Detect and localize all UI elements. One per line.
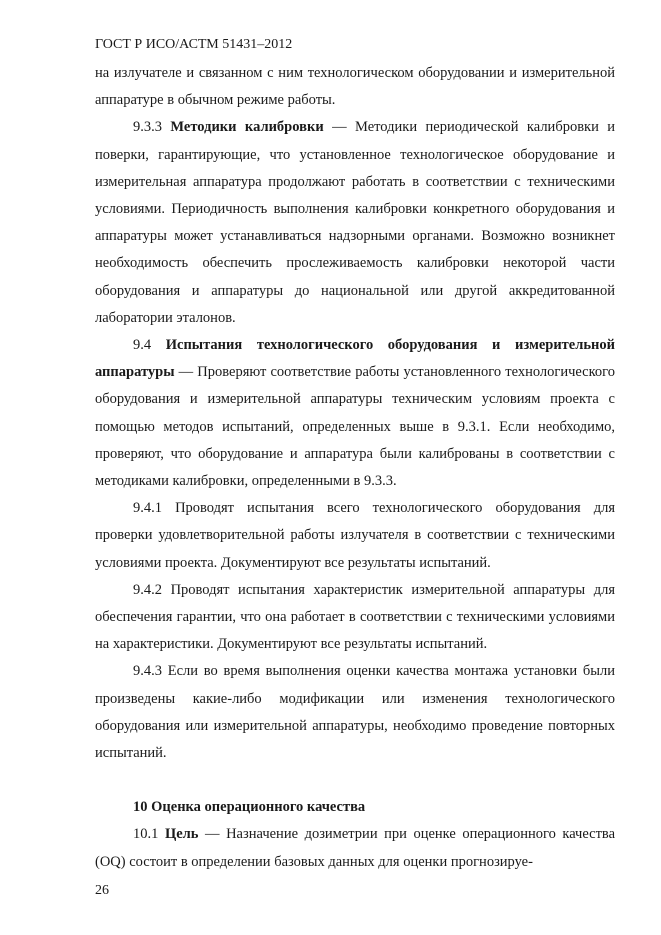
- paragraph-9-4-1: [95, 495, 615, 577]
- page-number: 26: [95, 883, 109, 898]
- clause-number: 9.3.3: [133, 119, 162, 136]
- clause-number: 9.4: [133, 337, 152, 354]
- paragraph-10-1: [95, 821, 615, 875]
- document-body: [95, 60, 615, 876]
- paragraph-9-4: [95, 332, 615, 495]
- clause-text: Проводят испытания всего технологического оборудования для проверки удовлетворительной работы излучателя в соответствии с техническими условиями проекта. Документируют все результаты испытаний.: [95, 500, 615, 571]
- clause-text: — Методики периодической калибровки и поверки, гарантирующие, что установленное технологическое оборудование и измерительная аппаратура продолжают работать в соответствии с техническими условиями. Периодичность выполнения калибровки конкретного оборудования и аппаратуры может устанавливаться надзорными органами. Возможно возникнет необходимость обеспечить прослеживаемость калибровки некоторой части оборудования и аппаратуры до национальной или другой аккредитованной лаборатории эталонов.: [95, 119, 616, 326]
- section-spacer: [95, 767, 615, 794]
- clause-term: Испытания технологического оборудования и измерительной аппаратуры: [95, 337, 616, 381]
- clause-text: Если во время выполнения оценки качества монтажа установки были произведены какие-либо модификации или изменения технологического оборудования или измерительной аппаратуры, необходимо проведение повторных испытаний.: [95, 663, 616, 762]
- paragraph-9-3-3: [95, 114, 615, 332]
- section-heading-10: 10 Оценка операционного качества: [133, 799, 366, 816]
- paragraph-9-4-3: [95, 658, 615, 767]
- clause-term: Цель: [164, 826, 199, 843]
- clause-text: — Назначение дозиметрии при оценке операционного качества (OQ) состоит в определении базовых данных для оценки прогнозируе-: [95, 826, 616, 870]
- clause-number: 10.1: [133, 826, 159, 843]
- paragraph-9-4-2: [95, 577, 615, 659]
- clause-number: 9.4.2: [133, 581, 162, 598]
- clause-text: — Проверяют соответствие работы установленного технологического оборудования и измерительной аппаратуры техническим условиям проекта с помощью методов испытаний, определенных выше в 9.3.1. Если необходимо, проверяют, что оборудование и аппаратура были калиброваны в соответствии с методиками калибровки, определенными в 9.3.3.: [95, 364, 615, 490]
- paragraph-continuation: на излучателе и связанном с ним технологическом оборудовании и измерительной аппаратуре в обычном режиме работы.: [95, 65, 615, 109]
- clause-term: Методики калибровки: [170, 119, 324, 136]
- clause-number: 9.4.1: [133, 500, 162, 517]
- clause-text: Проводят испытания характеристик измерительной аппаратуры для обеспечения гарантии, что она работает в соответствии с техническими условиями на характеристики. Документируют все результаты испытаний.: [95, 581, 616, 653]
- clause-number: 9.4.3: [133, 663, 162, 680]
- document-header: ГОСТ Р ИСО/АСТМ 51431–2012: [95, 37, 293, 52]
